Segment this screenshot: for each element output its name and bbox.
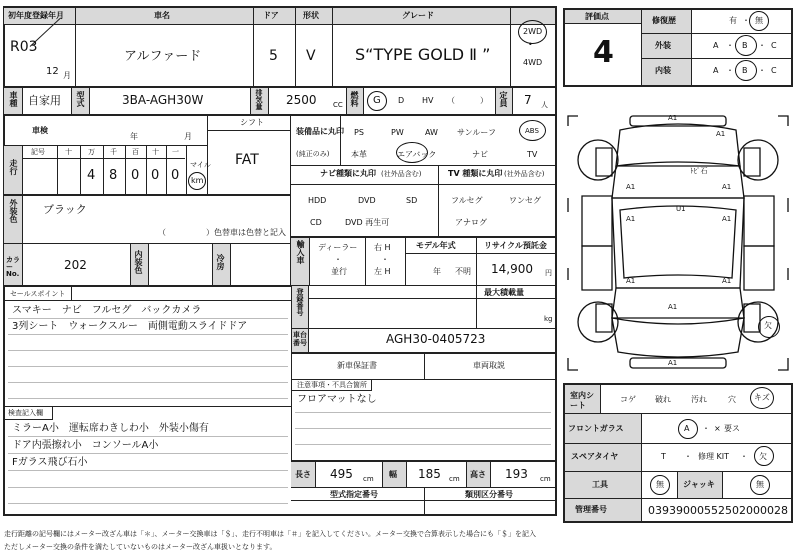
- sales-points-label: セールスポイント: [10, 290, 66, 298]
- sheet-scratch: キズ: [754, 393, 770, 402]
- max-load-label: 最大積載量: [484, 288, 524, 297]
- recycle-value: 14,900: [491, 262, 533, 276]
- mark-right-door: A1: [722, 215, 732, 223]
- import-dot-2: ・: [381, 255, 389, 264]
- equip-aw: AW: [425, 128, 438, 137]
- equip-pw: PW: [391, 128, 404, 137]
- mark-left-front: A1: [626, 183, 636, 191]
- drive-2wd: 2WD: [523, 27, 543, 36]
- nav-dvd-play: DVD 再生可: [345, 218, 390, 227]
- mark-windshield-note: ﾄﾋﾟ石: [690, 167, 708, 175]
- exterior-dot-2: ・: [758, 41, 766, 50]
- model-label: 型式: [76, 91, 85, 107]
- width-label: 幅: [389, 470, 397, 479]
- import-label: 輸入車: [296, 240, 305, 264]
- drive-4wd: 4WD: [523, 58, 543, 67]
- mark-left-door: A1: [626, 215, 636, 223]
- width-cm: cm: [449, 475, 460, 483]
- interior-a: A: [713, 66, 719, 75]
- tv-analog: アナログ: [455, 218, 487, 227]
- shift-label: シフト: [240, 118, 264, 127]
- sales-point-2: 3列シート ウォークスルー 両側電動スライドドア: [12, 321, 248, 332]
- spare-dot-1: ・: [684, 452, 692, 461]
- import-dealer: ディーラー: [318, 243, 358, 252]
- km-label: km: [191, 176, 204, 185]
- interior-label: 内装: [655, 66, 671, 75]
- exterior-label: 外装: [655, 41, 671, 50]
- import-dot-1: ・: [334, 255, 342, 264]
- unit-ten-thousand: 万: [88, 148, 95, 156]
- management-label: 管理番号: [575, 505, 607, 514]
- type-designation-label: 型式指定番号: [330, 490, 378, 499]
- color-code: 202: [64, 258, 87, 272]
- unit-ten: 十: [152, 148, 159, 156]
- model-year-label: モデル年式: [416, 241, 456, 250]
- height-cm: cm: [540, 475, 551, 483]
- capacity-label: 定員: [499, 91, 508, 107]
- fuel-paren-open: （: [447, 96, 455, 105]
- fuel-paren-close: ）: [480, 96, 488, 105]
- first-reg-label: 初年度登録年月: [8, 11, 64, 20]
- spare-t: T: [661, 452, 666, 461]
- import-left-h: 左 H: [374, 267, 391, 276]
- repair-dot: ・: [742, 16, 750, 25]
- interior-c: C: [771, 66, 777, 75]
- capacity: 7: [524, 93, 532, 107]
- usage-label: 車種: [9, 91, 18, 107]
- import-parallel: 並行: [331, 267, 347, 276]
- car-name: アルファード: [124, 49, 202, 64]
- notes-label: 注意事項・不具合箇所: [297, 381, 367, 389]
- length-label: 長さ: [295, 470, 311, 479]
- unit-hundred: 百: [132, 148, 139, 156]
- tv-type-note: (社外品含む): [504, 170, 545, 178]
- spare-dot-2: ・: [740, 452, 748, 461]
- fuel-g: G: [373, 95, 381, 106]
- mark-front-bumper: A1: [668, 114, 678, 122]
- registration-label: 登録番号: [296, 288, 304, 316]
- import-right-h: 右 H: [374, 243, 391, 252]
- management-number: 03939000552502000028: [648, 504, 788, 517]
- inspector-line-3: Fガラス飛び石小: [12, 457, 88, 468]
- frame-bottom: [3, 514, 556, 516]
- footer-line-1: 走行距離の記号欄にはメーター改ざん車は「＊」、メーター交換車は「＄」、走行不明車は「＃」を記入してください。メーター交換で合算表示した場合にも「＄」を記入: [4, 530, 536, 538]
- color-code-label: カラーNo.: [6, 256, 20, 278]
- chassis-label: 車台番号: [293, 331, 307, 348]
- equipment-label: 装備品に丸印: [296, 127, 344, 136]
- notes-text: フロアマットなし: [297, 394, 377, 405]
- unit-thousand: 千: [110, 148, 117, 156]
- sales-point-1: スマキー ナビ フルセグ バックカメラ: [12, 305, 202, 316]
- shape: V: [306, 48, 316, 64]
- inspector-line-2: ドア内張擦れ小 コンソールA小: [12, 440, 159, 451]
- footer-line-2: ただしメーター交換の条件を満たしていないものはメーター改ざん車扱いとなります。: [4, 543, 277, 551]
- windshield-label: フロントガラス: [568, 424, 624, 433]
- color-label: 外装色: [9, 199, 18, 223]
- fuel-hv: HV: [422, 96, 434, 105]
- model: 3BA-AGH30W: [122, 93, 204, 107]
- tv-type-label: TV 種類に丸印: [448, 169, 503, 178]
- repair-yes: 有: [729, 16, 737, 25]
- chassis-number: AGH30-0405723: [386, 332, 486, 346]
- length-cm: cm: [363, 475, 374, 483]
- inspector-line-1: ミラーA小 運転席わきしわ小 外装小傷有: [12, 423, 209, 434]
- mark-missing: 欠: [764, 321, 772, 330]
- windshield-a: A: [684, 424, 690, 433]
- cc-unit: CC: [333, 101, 343, 109]
- car-condition-diagram: [562, 108, 794, 380]
- exterior-dot-1: ・: [726, 41, 734, 50]
- length-value: 495: [330, 467, 353, 481]
- tv-fullseg: フルセグ: [451, 196, 483, 205]
- mileage-digit-4: 0: [131, 168, 140, 183]
- new-warranty: 新車保証書: [337, 361, 377, 370]
- mileage-digit-5: 0: [151, 168, 160, 183]
- sheet-dirt: 汚れ: [691, 395, 707, 404]
- mark-rear-bumper: A1: [668, 359, 678, 367]
- mark-left-rear: A1: [626, 277, 636, 285]
- jack-value: 無: [756, 480, 764, 489]
- inspection-year-unit: 年: [130, 132, 138, 141]
- max-load-kg: kg: [544, 315, 553, 323]
- nav-dvd: DVD: [358, 196, 376, 205]
- cool-label: 冷房: [216, 254, 225, 270]
- fuel-d: D: [398, 96, 405, 105]
- mileage-digit-3: 8: [109, 168, 118, 183]
- sheet-scorch: コゲ: [620, 395, 636, 404]
- mark-right-rear: A1: [722, 277, 732, 285]
- grade: S“TYPE GOLD Ⅱ ”: [355, 45, 491, 64]
- nav-type-note: (社外品含む): [381, 170, 422, 178]
- interior-dot-1: ・: [726, 66, 734, 75]
- windshield-dot: ・: [702, 424, 710, 433]
- height-value: 193: [505, 467, 528, 481]
- exterior-c: C: [771, 41, 777, 50]
- recycle-yen: 円: [545, 269, 552, 277]
- nav-hdd: HDD: [308, 196, 327, 205]
- doors: 5: [269, 48, 278, 64]
- shape-label: 形状: [303, 11, 319, 20]
- first-reg-month: 12: [46, 66, 59, 77]
- unit-one: 一: [172, 148, 179, 156]
- tools-label: 工具: [592, 480, 608, 489]
- equipment-sublabel: (純正のみ): [296, 150, 330, 158]
- equip-leather: 本革: [351, 150, 367, 159]
- nav-sd: SD: [406, 196, 418, 205]
- frame-right: [555, 6, 557, 516]
- model-year-unit: 年: [433, 267, 441, 276]
- exterior-a: A: [713, 41, 719, 50]
- first-reg-year: R03: [10, 39, 38, 55]
- mark-rear-gate: A1: [668, 303, 678, 311]
- capacity-unit: 人: [541, 101, 548, 109]
- mark-hood: A1: [716, 130, 726, 138]
- width-value: 185: [418, 467, 441, 481]
- height-label: 高さ: [470, 470, 486, 479]
- car-name-label: 車名: [154, 11, 170, 20]
- equip-navi: ナビ: [472, 150, 488, 159]
- mileage-label: 走行: [9, 159, 18, 175]
- car-outline-svg: [562, 108, 794, 380]
- model-year-unknown: 不明: [455, 267, 471, 276]
- repair-label: 修復歴: [652, 16, 676, 25]
- score-label: 評価点: [585, 12, 609, 21]
- color-note: （ ）色替車は色替と記入: [158, 228, 286, 237]
- mile-label: マイル: [190, 161, 211, 169]
- nav-cd: CD: [310, 218, 322, 227]
- repair-no: 無: [755, 16, 763, 25]
- drive-dot: •: [528, 40, 533, 49]
- grade-label: グレード: [402, 11, 434, 20]
- sheet-tear: 破れ: [655, 395, 671, 404]
- equip-abs: ABS: [525, 127, 539, 135]
- mark-right-front: A1: [722, 183, 732, 191]
- spare-none: 欠: [759, 452, 767, 461]
- color-value: ブラック: [43, 203, 87, 216]
- usage: 自家用: [28, 94, 61, 107]
- equip-sunroof: サンルーフ: [457, 128, 496, 137]
- mileage-memo-label: 記号: [31, 148, 45, 156]
- jack-label: ジャッキ: [683, 480, 715, 489]
- interior-b: B: [742, 66, 748, 75]
- equip-tv: TV: [527, 150, 538, 159]
- displacement: 2500: [286, 93, 317, 107]
- unit-ten-thousand-tens: 十: [65, 148, 72, 156]
- interior-dot-2: ・: [758, 66, 766, 75]
- sheet-hole: 穴: [728, 395, 736, 404]
- mark-roof: U1: [676, 205, 686, 213]
- door-label: ドア: [263, 11, 279, 20]
- nav-type-label: ナビ種類に丸印: [320, 169, 376, 178]
- inspector-label: 検査記入欄: [8, 409, 43, 417]
- score-value: 4: [593, 35, 614, 70]
- recycle-label: リサイクル預託金: [484, 241, 547, 250]
- exterior-b: B: [742, 41, 748, 50]
- first-reg-month-unit: 月: [63, 71, 71, 80]
- interior-sheet-label: 室内シート: [570, 391, 594, 410]
- interior-color-label: 内装色: [134, 250, 143, 274]
- tv-oneseg: ワンセグ: [509, 196, 541, 205]
- tools-value: 無: [656, 480, 664, 489]
- equip-ps: PS: [354, 128, 364, 137]
- shift: FAT: [235, 152, 259, 168]
- mileage-digit-6: 0: [171, 168, 180, 183]
- manual: 車両取説: [473, 361, 505, 370]
- fuel-label: 燃料: [350, 91, 359, 107]
- windshield-times: ×: [714, 424, 721, 433]
- category-label: 類別区分番号: [465, 490, 513, 499]
- spare-repair-kit: 修理 KIT: [698, 452, 730, 461]
- mileage-digit-2: 4: [87, 168, 96, 183]
- spare-label: スペアタイヤ: [571, 452, 619, 461]
- inspection-label: 車検: [32, 126, 48, 135]
- displacement-label: 排気量: [255, 89, 263, 110]
- inspection-month-unit: 月: [184, 132, 192, 141]
- windshield-replace: 要ス: [724, 424, 740, 433]
- equip-airbag: エアバック: [397, 150, 437, 159]
